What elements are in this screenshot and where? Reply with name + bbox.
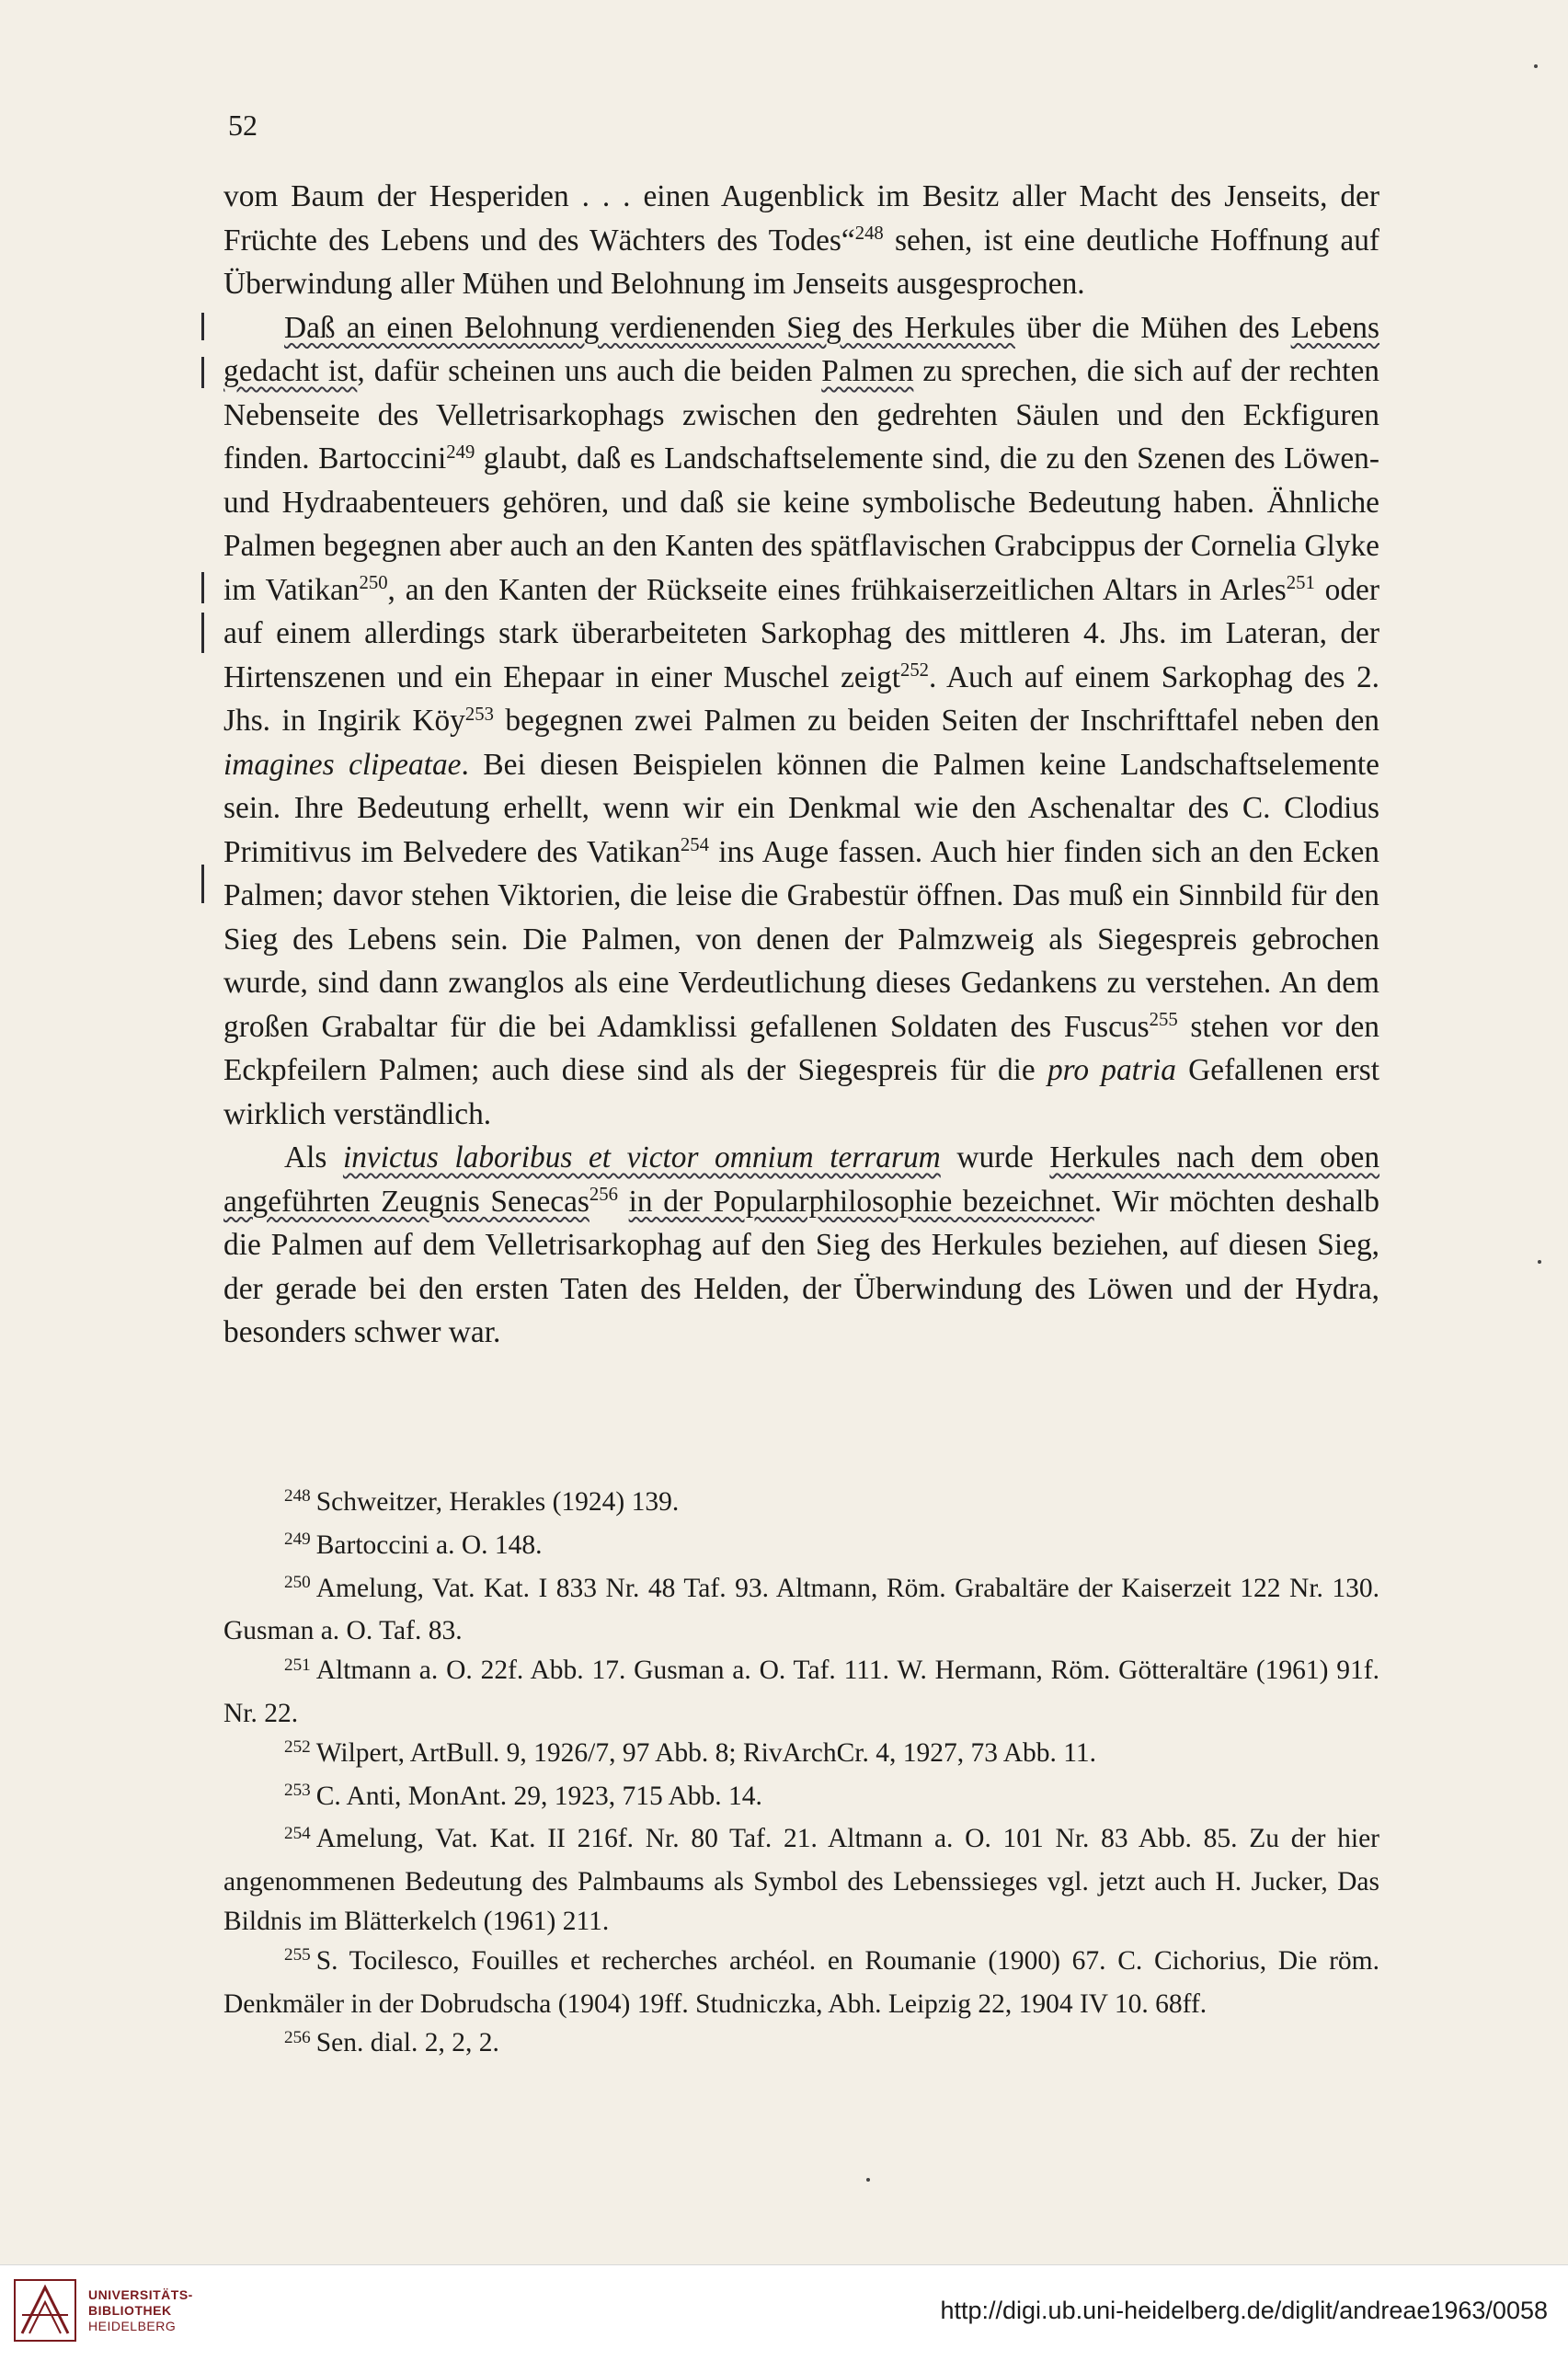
footnote-ref: 251: [1286, 573, 1315, 594]
text-run: . Wir möchten deshalb die Palmen auf dem Velletrisarkophag auf den Sieg des Herkules beziehen, auf diesen Sieg, der gerade bei den ersten Taten des Helden, der Überwindung des Löwen und der Hydra, besonders schwer war.: [223, 1184, 1379, 1349]
footnote-ref: 254: [680, 835, 709, 856]
footnote: [223, 1819, 1379, 1941]
footnote-ref: 250: [359, 573, 388, 594]
text-run: begegnen zwei Palmen zu beiden Seiten der Inschrifttafel neben den: [493, 704, 1379, 738]
paragraph-2: [223, 306, 1379, 1137]
footnote-text: S. Tocilesco, Fouilles et recherches archéol. en Roumanie (1900) 67. C. Cichorius, Die röm. Denkmäler in der Dobrudscha (1904) 19ff. Studniczka, Abh. Leipzig 22, 1904 IV 10. 68ff.: [223, 1945, 1379, 2019]
page-number: 52: [228, 109, 258, 142]
text-run: sehen, ist eine deutliche Hoffnung auf Überwindung aller Mühen und Belohnung im Jenseits ausgesprochen.: [223, 223, 1380, 301]
footnote: [223, 1942, 1379, 2024]
footnote-text: Bartoccini a. O. 148.: [315, 1530, 543, 1560]
source-url-link[interactable]: http://digi.ub.uni-heidelberg.de/diglit/andreae1963/0058: [940, 2297, 1548, 2324]
library-name-line: BIBLIOTHEK: [88, 2303, 172, 2318]
footnotes: [223, 1483, 1379, 2067]
footnote-number: 252: [284, 1737, 311, 1758]
library-name-line: UNIVERSITÄTS-: [88, 2287, 193, 2302]
footnote-number: 254: [284, 1823, 311, 1843]
footnote: [223, 1734, 1379, 1777]
footnote-number: 250: [284, 1573, 311, 1593]
text-run: . Bei diesen Beispielen können die Palmen keine Landschaftselemente sein. Ihre Bedeutung erhellt, wenn wir ein Denkmal wie den Aschenaltar des C. Clodius Primitivus im Belvedere des Vatikan: [223, 747, 1379, 869]
text-run: wurde: [940, 1140, 1050, 1175]
text-run: [618, 1185, 629, 1219]
text-run: Gefallenen erst wirklich verständlich.: [223, 1053, 1379, 1131]
italic-term: pro patria: [1047, 1053, 1176, 1087]
margin-pencil-mark: [201, 313, 204, 340]
footnote-text: Schweitzer, Herakles (1924) 139.: [315, 1487, 680, 1517]
handwritten-underline: Herkules nach dem oben angeführten Zeugnis Senecas: [223, 1140, 1380, 1219]
footnote-ref: 256: [589, 1185, 618, 1206]
dust-speck: [1538, 1260, 1541, 1264]
text-run: , an den Kanten der Rückseite eines frühkaiserzeitlichen Altars in Arles: [387, 572, 1287, 607]
footnote: [223, 1777, 1379, 1820]
footnote-ref: 249: [446, 441, 475, 463]
italic-term: imagines clipeatae: [223, 747, 462, 782]
text-run: , dafür scheinen uns auch die beiden: [357, 354, 822, 388]
text-run: stehen vor den Eckpfeilern Palmen; auch diese sind als der Siegespreis für die: [223, 1009, 1379, 1087]
margin-pencil-mark: [201, 357, 204, 388]
text-run: ins Auge fassen. Auch hier finden sich an den Ecken Palmen; davor stehen Viktorien, die leise die Grabestür öffnen. Das muß ein Sinnbild für den Sieg des Lebens sein. Die Palmen, von denen der Palmzweig als Siegespreis gebrochen wurde, sind dann zwanglos als eine Verdeutlichung dieses Gedankens zu verstehen. An dem großen Grabaltar für die bei Adamklissi gefallenen Soldaten des Fuscus: [223, 834, 1379, 1044]
handwritten-underline: Daß an einen Belohnung verdienenden Sieg des Herkules: [284, 310, 1015, 345]
footnote: [223, 1526, 1379, 1569]
footnote: [223, 1483, 1379, 1526]
margin-pencil-mark: [201, 572, 204, 603]
footer-bar: [0, 2264, 1568, 2372]
text-run: oder auf einem allerdings stark überarbeiteten Sarkophag des mittleren 4. Jhs. im Lateran, der Hirtenszenen und ein Ehepaar in einer Muschel zeigt: [223, 572, 1379, 694]
footnote-text: Altmann a. O. 22f. Abb. 17. Gusman a. O. Taf. 111. W. Hermann, Röm. Götteraltäre (1961) 91f. Nr. 22.: [223, 1656, 1379, 1728]
footnote-number: 253: [284, 1781, 311, 1800]
footnote-ref: 252: [899, 660, 930, 682]
paragraph-3: [223, 1136, 1379, 1355]
handwritten-underline: Lebens gedacht ist: [223, 310, 1380, 388]
dust-speck: [866, 2178, 870, 2182]
footnote-number: 248: [284, 1486, 311, 1507]
text-run: . Auch auf einem Sarkophag des 2. Jhs. in Ingirik Köy: [223, 659, 1379, 738]
footnote-ref: 253: [464, 704, 494, 725]
italic-quote-underlined: invictus laboribus et victor omnium terrarum: [342, 1140, 941, 1175]
text-run: Als: [284, 1140, 343, 1175]
library-name-line: HEIDELBERG: [88, 2319, 177, 2333]
university-library-logo-icon: [13, 2278, 77, 2343]
footnote-number: 256: [284, 2027, 311, 2047]
footnote-number: 255: [284, 1945, 311, 1965]
margin-pencil-mark: [201, 613, 204, 653]
footnote-number: 251: [284, 1655, 311, 1675]
body-text: [223, 175, 1379, 1355]
text-run: über die Mühen des: [1014, 310, 1291, 345]
handwritten-underline: Palmen: [821, 354, 914, 388]
footnote-text: Amelung, Vat. Kat. I 833 Nr. 48 Taf. 93. Altmann, Röm. Grabaltäre der Kaiserzeit 122 Nr. 130. Gusman a. O. Taf. 83.: [223, 1573, 1379, 1646]
library-name: [88, 2287, 193, 2334]
text-run: zu sprechen, die sich auf der rechten Nebenseite des Velletrisarkophags zwischen den gedrehten Säulen und den Eckfiguren finden. Bartoccini: [223, 354, 1379, 476]
dust-speck: [1534, 64, 1538, 68]
paragraph-1: [223, 175, 1379, 306]
footnote-ref: 255: [1149, 1010, 1178, 1031]
footnote-text: Sen. dial. 2, 2, 2.: [315, 2028, 499, 2058]
footnote: [223, 2023, 1379, 2067]
footnote-number: 249: [284, 1530, 311, 1550]
footnote: [223, 1569, 1379, 1652]
handwritten-underline: in der Popularphilosophie bezeichnet: [628, 1184, 1094, 1219]
footnote-text: Amelung, Vat. Kat. II 216f. Nr. 80 Taf. 21. Altmann a. O. 101 Nr. 83 Abb. 85. Zu der hier angenommenen Bedeutung des Palmbaums als Symbol des Lebenssieges vgl. jetzt auch H. Jucker, Das Bildnis im Blätterkelch (1961) 211.: [223, 1824, 1379, 1936]
footnote-text: Wilpert, ArtBull. 9, 1926/7, 97 Abb. 8; RivArchCr. 4, 1927, 73 Abb. 11.: [315, 1737, 1097, 1768]
footnote: [223, 1651, 1379, 1734]
footnote-ref: 248: [854, 223, 884, 245]
footnote-text: C. Anti, MonAnt. 29, 1923, 715 Abb. 14.: [315, 1781, 762, 1811]
text-run: glaubt, daß es Landschaftselemente sind, die zu den Szenen des Löwen- und Hydraabenteuers gehören, und daß sie keine symbolische Bedeutung haben. Ähnliche Palmen begegnen aber auch an den Kanten des spätflavischen Grabcippus der Cornelia Glyke im Vatikan: [223, 441, 1379, 607]
margin-pencil-mark: [201, 865, 204, 903]
text-run: vom Baum der Hesperiden . . . einen Augenblick im Besitz aller Macht des Jenseits, der Früchte des Lebens und des Wächters des Todes“: [223, 179, 1379, 258]
